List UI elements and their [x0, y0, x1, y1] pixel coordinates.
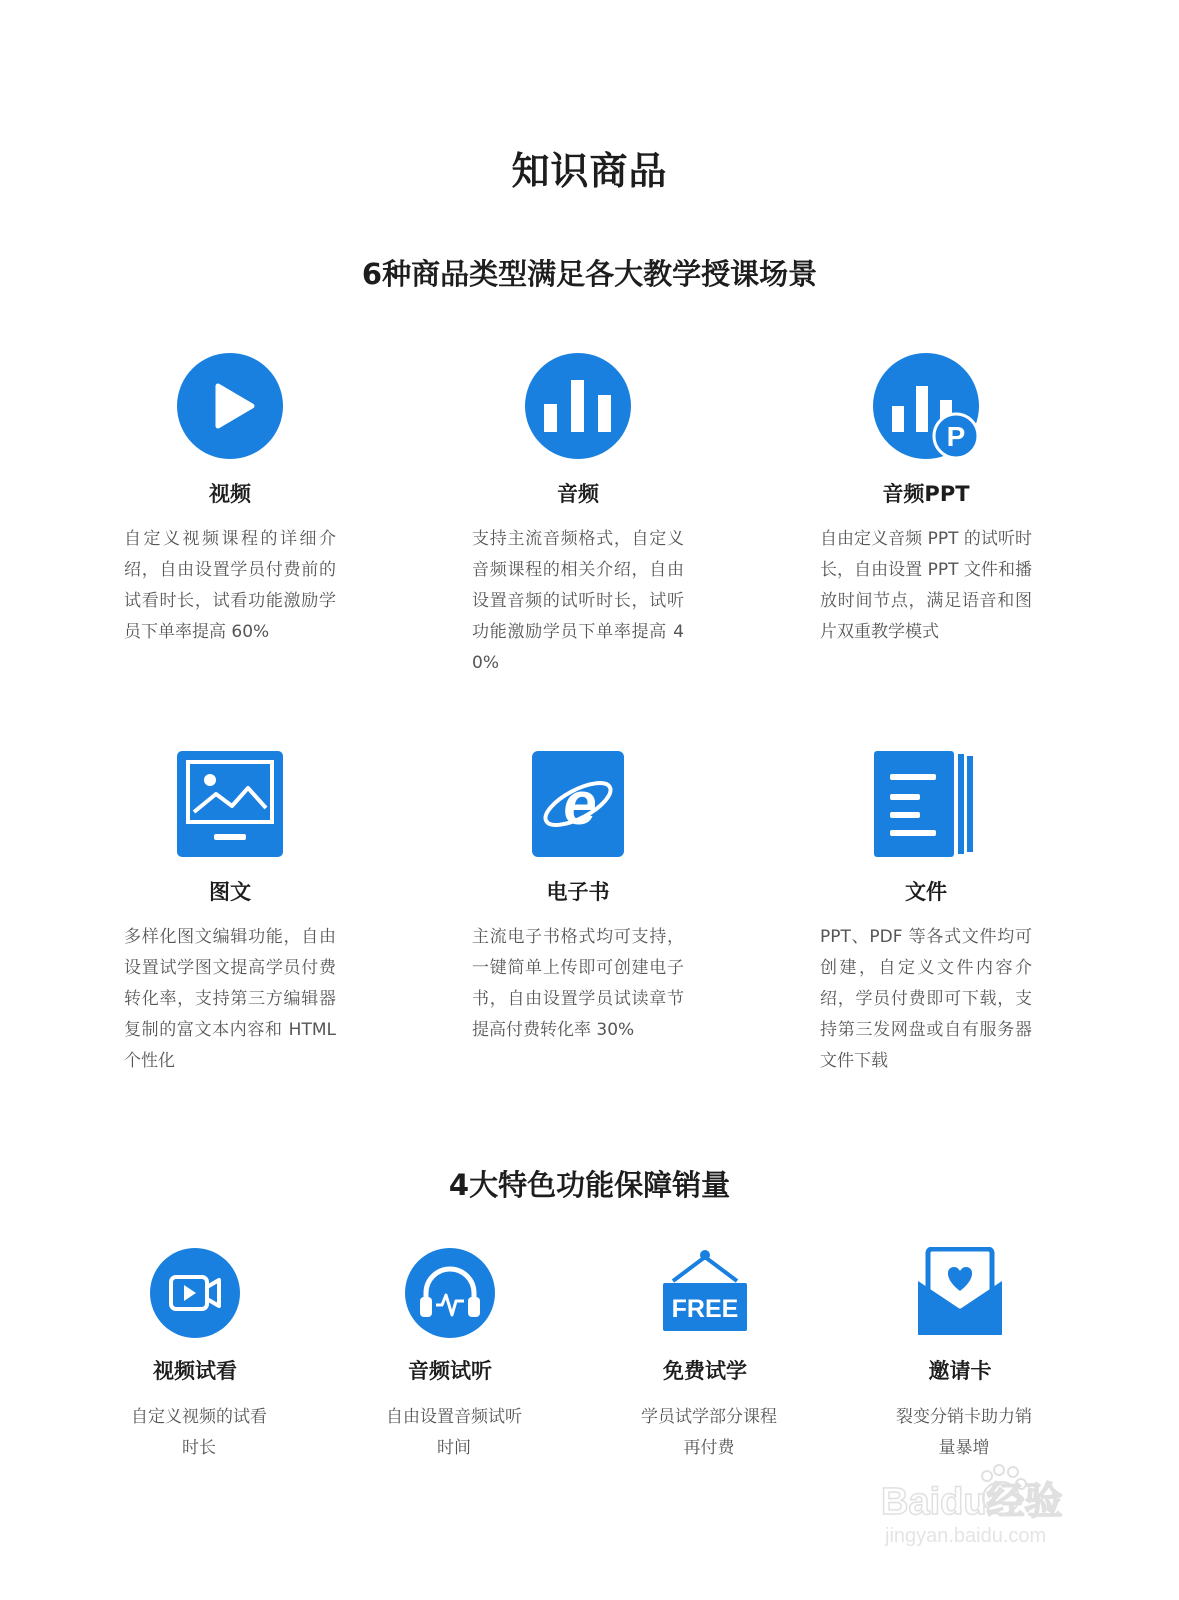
headphones-icon [404, 1247, 496, 1339]
feature-desc: 自定义视频的试看时长 [131, 1407, 267, 1458]
product-name: 音频 [557, 482, 599, 506]
feature-name: 视频试看 [153, 1359, 237, 1383]
product-name: 图文 [209, 880, 251, 904]
feature-name: 免费试学 [663, 1359, 747, 1383]
product-name: 音频PPT [882, 482, 970, 506]
feature-desc: 裂变分销卡助力销量暴增 [896, 1407, 1032, 1458]
audio-ppt-icon [872, 352, 980, 460]
product-desc: 主流电子书格式均可支持，一键简单上传即可创建电子书，自由设置学员试读章节提高付费转化率 30% [472, 927, 684, 1040]
free-sign-icon [659, 1247, 751, 1339]
product-desc: 自定义视频课程的详细介绍，自由设置学员付费前的试看时长，试看功能激励学员下单率提高 60% [124, 529, 336, 642]
product-name: 文件 [905, 880, 947, 904]
baidu-watermark [881, 1458, 1091, 1548]
feature-name: 邀请卡 [928, 1359, 992, 1383]
product-desc: 多样化图文编辑功能，自由设置试学图文提高学员付费转化率，支持第三方编辑器复制的富文本内容和 HTML 个性化 [124, 927, 336, 1071]
product-name: 视频 [209, 482, 251, 506]
audio-bars-icon [524, 352, 632, 460]
invite-card-icon [914, 1247, 1006, 1339]
product-desc: PPT、PDF 等各式文件均可创建，自定义文件内容介绍，学员付费即可下载，支持第三发网盘或自有服务器文件下载 [820, 927, 1032, 1071]
product-desc: 自由定义音频 PPT 的试听时长，自由设置 PPT 文件和播放时间节点，满足语音和图片双重教学模式 [820, 529, 1032, 642]
page-title: 知识商品 [511, 149, 668, 193]
feature-desc: 学员试学部分课程再付费 [641, 1407, 777, 1458]
watermark-brand: Baidu经验 [881, 1481, 1063, 1523]
svg-text:P: P [946, 421, 966, 452]
image-text-icon [176, 750, 284, 858]
play-icon [176, 352, 284, 460]
section-title-product-types: 6种商品类型满足各大教学授课场景 [361, 257, 818, 291]
svg-text:e: e [563, 770, 597, 837]
file-icon [872, 750, 980, 858]
section-title-features: 4大特色功能保障销量 [448, 1168, 731, 1202]
watermark-url: jingyan.baidu.com [885, 1525, 1047, 1547]
feature-desc: 自由设置音频试听时间 [386, 1407, 522, 1458]
free-sign-text: FREE [671, 1295, 739, 1323]
ebook-icon [524, 750, 632, 858]
product-name: 电子书 [546, 880, 610, 904]
video-preview-icon [149, 1247, 241, 1339]
product-desc: 支持主流音频格式，自定义音频课程的相关介绍，自由设置音频的试听时长，试听功能激励学员下单率提高 40% [472, 529, 684, 673]
feature-name: 音频试听 [408, 1359, 492, 1383]
